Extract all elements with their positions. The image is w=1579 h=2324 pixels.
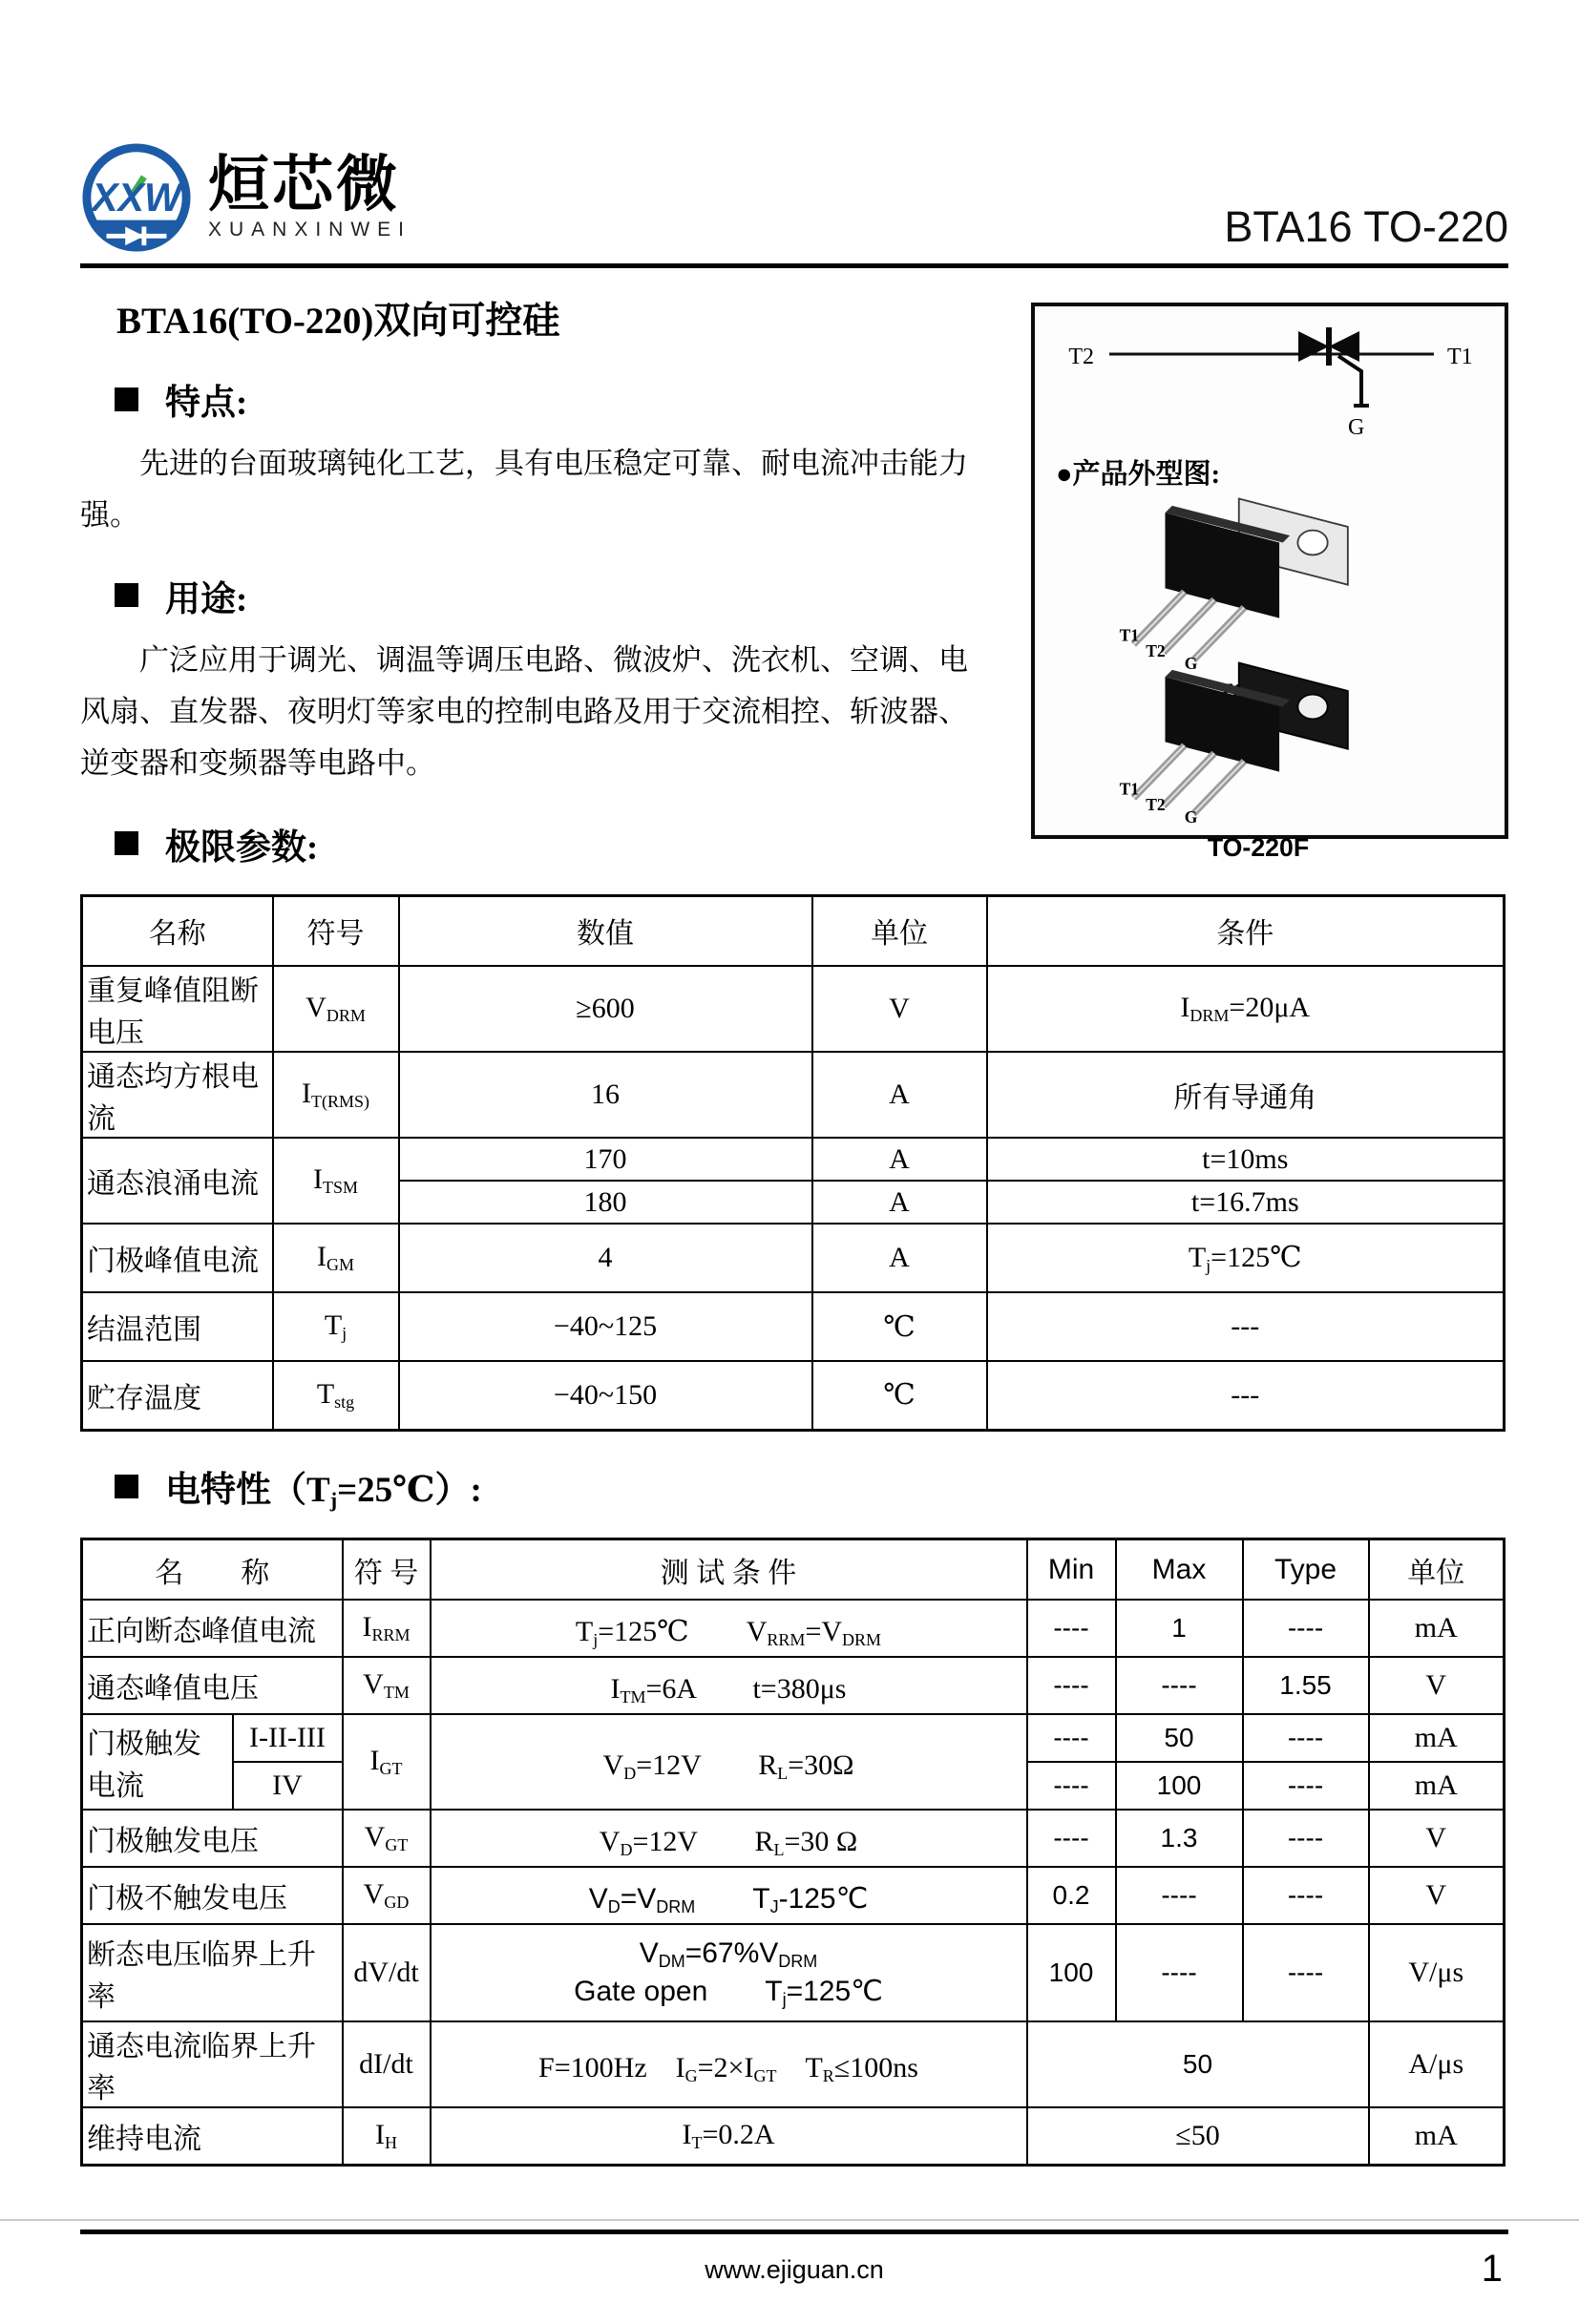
cell-condition: $I_T=0.2A$ xyxy=(431,2107,1027,2165)
cell-condition: $V_{DM}=67\%V_{DRM}$ Gate open $T_j=125℃$ xyxy=(431,1924,1027,2021)
cell-min: 0.2 xyxy=(1027,1867,1116,1924)
main-content xyxy=(80,291,1508,2324)
cell-condition: --- xyxy=(987,1292,1505,1361)
table-row xyxy=(82,1657,1505,1714)
cell-name: 维持电流 xyxy=(82,2107,343,2165)
cell-name: 断态电压临界上升率 xyxy=(82,1924,343,2021)
triac-symbol-figure xyxy=(1068,327,1472,440)
section-bullet-icon xyxy=(115,831,138,855)
pkg1-pin-g-label: G xyxy=(1184,654,1198,673)
applications-heading-text: 用途: xyxy=(165,579,248,619)
cell-merged-value: 50 xyxy=(1027,2021,1369,2107)
table-row xyxy=(82,1924,1505,2021)
col-header-symbol: 符 号 xyxy=(343,1539,431,1600)
cell-min: ---- xyxy=(1027,1600,1116,1657)
cell-type: ---- xyxy=(1243,1810,1369,1867)
cell-name: 通态电流临界上升率 xyxy=(82,2021,343,2107)
cell-unit: V/μs xyxy=(1369,1924,1505,2021)
pkg1-pin-t2-label: T2 xyxy=(1146,641,1166,661)
cell-value: −40~150 xyxy=(399,1361,812,1430)
cell-symbol: $I_{T(RMS)}$ xyxy=(273,1052,399,1138)
cell-unit: A xyxy=(812,1052,987,1138)
cell-unit: A xyxy=(812,1138,987,1181)
cell-condition: t=10ms xyxy=(987,1138,1505,1181)
cell-min: 100 xyxy=(1027,1924,1116,2021)
section-bullet-icon xyxy=(115,583,138,607)
cell-condition: $T_j=125℃$ $V_{RRM}=V_{DRM}$ xyxy=(431,1600,1027,1657)
electrical-heading-text: 电特性$(T_j=25℃)$: xyxy=(165,1470,482,1512)
cell-unit: mA xyxy=(1369,1600,1505,1657)
table-header-row xyxy=(82,1539,1505,1600)
cell-symbol: $I_{TSM}$ xyxy=(273,1138,399,1224)
cell-name: 门极触发电流 xyxy=(82,1714,233,1810)
cell-max: 50 xyxy=(1116,1714,1243,1762)
cell-merged-value: ≤50 xyxy=(1027,2107,1369,2165)
table-header-row xyxy=(82,895,1505,966)
table-row xyxy=(82,2107,1505,2165)
cell-name: 通态峰值电压 xyxy=(82,1657,343,1714)
cell-condition: $V_D=12V$ $R_L=30$ Ω xyxy=(431,1810,1027,1867)
cell-name: 贮存温度 xyxy=(82,1361,273,1430)
table-row xyxy=(82,1810,1505,1867)
cell-name: 门极峰值电流 xyxy=(82,1224,273,1292)
cell-value: ≥600 xyxy=(399,966,812,1052)
cell-type: 1.55 xyxy=(1243,1657,1369,1714)
cell-condition: $V_D=12V$ $R_L=30\Omega$ xyxy=(431,1714,1027,1810)
limits-table xyxy=(80,894,1505,1432)
cell-max: ---- xyxy=(1116,1867,1243,1924)
cell-unit: V xyxy=(1369,1810,1505,1867)
cell-symbol: $V_{DRM}$ xyxy=(273,966,399,1052)
cell-unit: V xyxy=(812,966,987,1052)
cell-unit: A xyxy=(812,1224,987,1292)
cell-symbol: dV/dt xyxy=(343,1924,431,2021)
cell-quadrant: IV xyxy=(233,1762,343,1810)
cell-symbol: $V_{TM}$ xyxy=(343,1657,431,1714)
cell-condition: $I_{TM}=6A$ t=380μs xyxy=(431,1657,1027,1714)
section-electrical-heading xyxy=(115,1460,1508,1513)
cell-max: 1.3 xyxy=(1116,1810,1243,1867)
cell-condition: 所有导通角 xyxy=(987,1052,1505,1138)
cell-condition: --- xyxy=(987,1361,1505,1430)
cell-unit: mA xyxy=(1369,1762,1505,1810)
col-header-name: 名称 xyxy=(82,895,273,966)
table-row xyxy=(82,2021,1505,2107)
table-row xyxy=(82,1224,1505,1292)
col-header-condition: 条件 xyxy=(987,895,1505,966)
col-header-unit: 单位 xyxy=(812,895,987,966)
table-row xyxy=(82,1361,1505,1430)
cell-unit: A xyxy=(812,1181,987,1224)
terminal-t2-label: T2 xyxy=(1068,345,1094,369)
product-figure xyxy=(1035,306,1497,862)
cell-name: 门极触发电压 xyxy=(82,1810,343,1867)
cell-min: ---- xyxy=(1027,1714,1116,1762)
to220f-package-figure xyxy=(1120,663,1348,862)
cell-symbol: $I_H$ xyxy=(343,2107,431,2165)
electrical-table xyxy=(80,1538,1505,2167)
cell-name: 结温范围 xyxy=(82,1292,273,1361)
cell-symbol: $I_{GM}$ xyxy=(273,1224,399,1292)
col-header-symbol: 符号 xyxy=(273,895,399,966)
cell-min: ---- xyxy=(1027,1810,1116,1867)
pkg2-pin-t1-label: T1 xyxy=(1119,779,1140,799)
cell-symbol: dI/dt xyxy=(343,2021,431,2107)
cell-condition: t=16.7ms xyxy=(987,1181,1505,1224)
limits-heading-text: 极限参数: xyxy=(165,827,319,868)
cell-type: ---- xyxy=(1243,1924,1369,2021)
table-row xyxy=(82,966,1505,1052)
cell-symbol: $V_{GD}$ xyxy=(343,1867,431,1924)
company-name-cn: 烜芯微 xyxy=(208,150,400,219)
doc-title: BTA16(TO-220)双向可控硅 xyxy=(116,301,560,342)
cell-max: ---- xyxy=(1116,1924,1243,2021)
cell-symbol: $V_{GT}$ xyxy=(343,1810,431,1867)
col-header-name: 名 称 xyxy=(82,1539,343,1600)
cell-name: 重复峰值阻断电压 xyxy=(82,966,273,1052)
cell-name: 通态均方根电流 xyxy=(82,1052,273,1138)
features-text: 先进的台面玻璃钝化工艺，具有电压稳定可靠、耐电流冲击能力强。 xyxy=(80,447,968,532)
cell-type: ---- xyxy=(1243,1867,1369,1924)
cell-value: 4 xyxy=(399,1224,812,1292)
pkg2-caption: TO-220F xyxy=(1207,832,1310,862)
section-bullet-icon xyxy=(115,1475,138,1498)
col-header-condition: 测 试 条 件 xyxy=(431,1539,1027,1600)
cell-min: ---- xyxy=(1027,1657,1116,1714)
outline-figure-label: ●产品外型图: xyxy=(1056,459,1221,490)
cell-name: 正向断态峰值电流 xyxy=(82,1600,343,1657)
cell-unit: ℃ xyxy=(812,1292,987,1361)
company-name-en: XUANXINWEI xyxy=(208,219,412,241)
table-row xyxy=(82,1138,1505,1181)
cell-unit: mA xyxy=(1369,2107,1505,2165)
cell-condition: $V_D=V_{DRM}$ $T_J-125℃$ xyxy=(431,1867,1027,1924)
col-header-unit: 单位 xyxy=(1369,1539,1505,1600)
logo-text xyxy=(208,150,412,241)
cell-unit: V xyxy=(1369,1657,1505,1714)
pkg2-pin-t2-label: T2 xyxy=(1146,795,1166,815)
cell-unit: mA xyxy=(1369,1714,1505,1762)
gate-label: G xyxy=(1348,415,1365,440)
terminal-t1-label: T1 xyxy=(1447,345,1473,369)
cell-type: ---- xyxy=(1243,1714,1369,1762)
cell-type: ---- xyxy=(1243,1762,1369,1810)
cell-symbol: $I_{GT}$ xyxy=(343,1714,431,1810)
cell-max: ---- xyxy=(1116,1657,1243,1714)
part-number: BTA16 TO-220 xyxy=(1224,202,1508,251)
product-figure-box xyxy=(1031,303,1508,862)
col-header-min: Min xyxy=(1027,1539,1116,1600)
page-header xyxy=(80,141,1508,254)
cell-max: 1 xyxy=(1116,1600,1243,1657)
company-logo xyxy=(80,141,411,254)
cell-type: ---- xyxy=(1243,1600,1369,1657)
col-header-max: Max xyxy=(1116,1539,1243,1600)
cell-name: 门极不触发电压 xyxy=(82,1867,343,1924)
cell-value: 16 xyxy=(399,1052,812,1138)
cell-unit: ℃ xyxy=(812,1361,987,1430)
cell-symbol: $T_{stg}$ xyxy=(273,1361,399,1430)
cell-unit: V xyxy=(1369,1867,1505,1924)
cell-name: 通态浪涌电流 xyxy=(82,1138,273,1224)
page-footer xyxy=(80,2248,1508,2324)
col-header-type: Type xyxy=(1243,1539,1369,1600)
table-row xyxy=(82,1052,1505,1138)
cell-condition: $I_{DRM}=20\mu A$ xyxy=(987,966,1505,1052)
cell-max: 100 xyxy=(1116,1762,1243,1810)
cell-min: ---- xyxy=(1027,1762,1116,1810)
cell-symbol: $T_j$ xyxy=(273,1292,399,1361)
cell-condition: $T_j=125℃$ xyxy=(987,1224,1505,1292)
section-bullet-icon xyxy=(115,387,138,411)
page-number: 1 xyxy=(1481,2247,1503,2290)
table-row xyxy=(82,1600,1505,1657)
col-header-value: 数值 xyxy=(399,895,812,966)
pkg2-pin-g-label: G xyxy=(1184,806,1198,827)
applications-text: 广泛应用于调光、调温等调压电路、微波炉、洗衣机、空调、电风扇、直发器、夜明灯等家电的控制电路及用于交流相控、斩波器、逆变器和变频器等电路中。 xyxy=(80,642,968,780)
cell-value: −40~125 xyxy=(399,1292,812,1361)
cell-value: 170 xyxy=(399,1138,812,1181)
logo-icon xyxy=(80,141,193,254)
footer-divider xyxy=(80,2230,1508,2234)
features-heading-text: 特点: xyxy=(165,384,248,423)
table-row xyxy=(82,1292,1505,1361)
to220-package-figure xyxy=(1120,499,1348,707)
footer-url: www.ejiguan.cn xyxy=(705,2254,884,2284)
cell-value: 180 xyxy=(399,1181,812,1224)
cell-unit: A/μs xyxy=(1369,2021,1505,2107)
header-divider xyxy=(80,263,1508,268)
cell-condition: F=100Hz $I_G=2\times I_{GT}$ $T_R\le 100ns$ xyxy=(431,2021,1027,2107)
pkg1-pin-t1-label: T1 xyxy=(1119,625,1140,645)
cell-quadrant: I-II-III xyxy=(233,1714,343,1762)
table-row xyxy=(82,1867,1505,1924)
table-row xyxy=(82,1714,1505,1762)
logo-monogram: XXW xyxy=(91,175,182,220)
cell-symbol: $I_{RRM}$ xyxy=(343,1600,431,1657)
page-edge-line xyxy=(0,2219,1579,2221)
